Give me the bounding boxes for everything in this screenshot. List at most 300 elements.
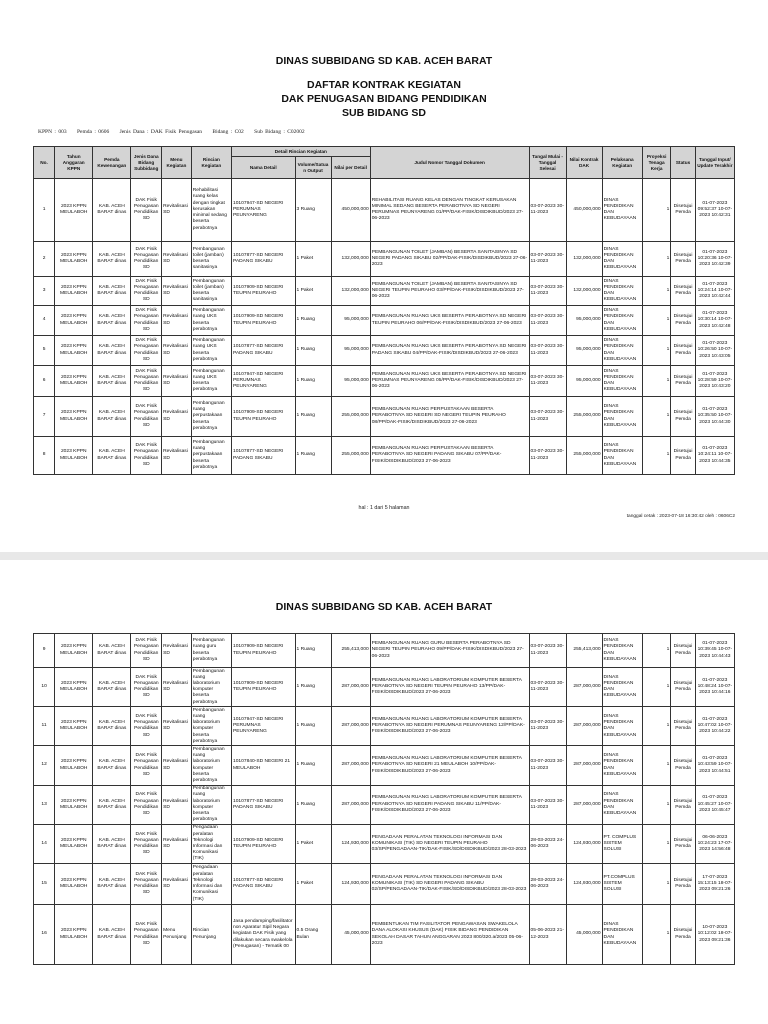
cell-tanggal-input: 10-07-2023 10:12:02 18-07-2023 09:21:36 [695, 905, 734, 965]
cell-nama-detail: Jasa pendamping/fasilitator non Aparatur Sipil Negara kegiatan DAK Fisik yang dilakukan secara swakelola (Penugasan) - Tematik 00 [231, 905, 295, 965]
cell-menu: Revitalisasi SD [162, 277, 192, 306]
cell-tahun: 2023 KPPN MEULABOH [55, 242, 93, 277]
cell-pelaksana: DINAS PENDIDIKAN DAN KEBUDAYAAN [602, 634, 642, 668]
cell-tanggal: 03-07-2023 30-11-2023 [529, 668, 566, 707]
cell-status: Disetujui Pemda [671, 242, 695, 277]
cell-status: Disetujui Pemda [671, 746, 695, 785]
cell-rincian: Pembangunan ruang UKS beserta perabotnya [191, 336, 231, 366]
cell-volume: 3 Ruang [295, 179, 331, 242]
cell-no: 2 [34, 242, 55, 277]
cell-menu: Menu Penunjang [162, 905, 192, 965]
cell-jenis-dana: DAK Fisik Penugasan Pendidikan SD [131, 336, 162, 366]
cell-no: 3 [34, 277, 55, 306]
cell-rincian: Pembangunan ruang UKS beserta perabotnya [191, 366, 231, 397]
cell-tanggal: 03-07-2023 30-11-2023 [529, 242, 566, 277]
cell-tanggal: 28-03-2023 24-06-2023 [529, 824, 566, 863]
cell-proyeksi: 1 [642, 707, 671, 746]
cell-volume: 1 Ruang [295, 366, 331, 397]
table-row [34, 824, 735, 863]
cell-tanggal-input: 01-07-2023 10:45:27 10-07-2023 10:45:47 [695, 785, 734, 824]
cell-tahun: 2023 KPPN MEULABOH [55, 277, 93, 306]
cell-nilai-kontrak: 255,413,000 [566, 634, 602, 668]
cell-pelaksana: DINAS PENDIDIKAN DAN KEBUDAYAAN [602, 242, 642, 277]
cell-no: 11 [34, 707, 55, 746]
cell-nilai-kontrak: 45,000,000 [566, 905, 602, 965]
cell-tanggal: 03-07-2023 30-11-2023 [529, 707, 566, 746]
col-no: No. [34, 147, 55, 179]
cell-status: Disetujui Pemda [671, 437, 695, 475]
cell-proyeksi: 1 [642, 336, 671, 366]
cell-pemda: KAB. ACEH BARAT dinas [93, 242, 131, 277]
cell-tanggal-input: 01-07-2023 10:35:50 10-07-2023 10:44:30 [695, 397, 734, 437]
cell-judul: PEMBENTUKAN TIM FASILITATOR PENGAWASAN SWAKELOLA DANA ALOKASI KHUSUS (DAK) FISIK BIDANG PENDIDIKAN SEKOLAH DASAR TAHUN ANGGARAN 2023 800/320.a/2023 05-06-2023 [370, 905, 529, 965]
cell-jenis-dana: DAK Fisik Penugasan Pendidikan SD [131, 707, 162, 746]
cell-tahun: 2023 KPPN MEULABOH [55, 634, 93, 668]
cell-nilai-per-detail: 45,000,000 [331, 905, 370, 965]
cell-pelaksana: DINAS PENDIDIKAN DAN KEBUDAYAAN [602, 785, 642, 824]
cell-tanggal: 05-06-2023 21-12-2023 [529, 905, 566, 965]
cell-tahun: 2023 KPPN MEULABOH [55, 824, 93, 863]
cell-tanggal: 28-03-2023 24-06-2023 [529, 864, 566, 905]
cell-nilai-kontrak: 95,000,000 [566, 366, 602, 397]
cell-tanggal-input: 06-06-2023 10:24:23 17-07-2023 14:56:48 [695, 824, 734, 863]
cell-volume: 1 Ruang [295, 336, 331, 366]
cell-pemda: KAB. ACEH BARAT dinas [93, 397, 131, 437]
col-jenis-dana: Jenis Dana Bidang Subbidang [131, 147, 162, 179]
cell-rincian: Pengadaan peralatan Teknologi Informasi dan Komunikasi (TIK) [191, 864, 231, 905]
cell-status: Disetujui Pemda [671, 905, 695, 965]
cell-volume: 1 Ruang [295, 746, 331, 785]
cell-menu: Revitalisasi SD [162, 668, 192, 707]
cell-jenis-dana: DAK Fisik Penugasan Pendidikan SD [131, 785, 162, 824]
report-meta [38, 129, 313, 135]
cell-tanggal: 03-07-2023 30-11-2023 [529, 179, 566, 242]
cell-nilai-per-detail: 132,000,000 [331, 277, 370, 306]
cell-judul: PEMBANGUNAN RUANG LABORATORIUM KOMPUTER BESERTA PERABOTNYA SD NEGERI 21 MEULABOH 10/PP/DAK-FISIK/DISDIKBUD/2023 27-06-2023 [370, 746, 529, 785]
cell-judul: PEMBANGUNAN RUANG UKS BESERTA PERABOTNYA SD NEGERI PERUMNAS PEUNYARENG 05/PP/DAK-FISIK/DISDIKBUD/2023 27-06-2023 [370, 366, 529, 397]
col-pelaksana: Pelaksana Kegiatan [602, 147, 642, 179]
cell-no: 5 [34, 336, 55, 366]
cell-nilai-kontrak: 450,000,000 [566, 179, 602, 242]
cell-pemda: KAB. ACEH BARAT dinas [93, 634, 131, 668]
table-row [34, 179, 735, 242]
cell-nilai-per-detail: 287,000,000 [331, 746, 370, 785]
table-header [34, 147, 735, 179]
cell-proyeksi: 1 [642, 905, 671, 965]
cell-tanggal-input: 01-07-2023 10:48:24 10-07-2023 10:44:16 [695, 668, 734, 707]
cell-tahun: 2023 KPPN MEULABOH [55, 668, 93, 707]
cell-status: Disetujui Pemda [671, 336, 695, 366]
cell-nilai-per-detail: 255,413,000 [331, 634, 370, 668]
cell-nama-detail: 10107909-SD NEGERI TEUPIN PEURAHO [231, 824, 295, 863]
cell-rincian: Rehabilitasi ruang kelas dengan tingkat kerusakan minimal sedang beserta perabotnya [191, 179, 231, 242]
cell-judul: PEMBANGUNAN RUANG LABORATORIUM KOMPUTER BESERTA PERABOTNYA SD NEGERI TEUPIN PEURAHO 13/PP/DAK-FISIK/DISDIKBUD/2023 27-06-2023 [370, 668, 529, 707]
cell-proyeksi: 1 [642, 746, 671, 785]
subtitle-line-2: DAK PENUGASAN BIDANG PENDIDIKAN [281, 93, 487, 105]
cell-volume: 0.5 Orang Bulan [295, 905, 331, 965]
cell-jenis-dana: DAK Fisik Penugasan Pendidikan SD [131, 366, 162, 397]
cell-tahun: 2023 KPPN MEULABOH [55, 336, 93, 366]
cell-nilai-per-detail: 124,930,000 [331, 824, 370, 863]
cell-rincian: Pembangunan ruang laboratorium komputer beserta perabotnya [191, 668, 231, 707]
cell-nama-detail: 10107877-SD NEGERI PADANG SIKABU [231, 785, 295, 824]
table-row [34, 864, 735, 905]
cell-pemda: KAB. ACEH BARAT dinas [93, 366, 131, 397]
cell-nama-detail: 10107909-SD NEGERI TEUPIN PEURAHO [231, 668, 295, 707]
cell-menu: Revitalisasi SD [162, 366, 192, 397]
cell-volume: 1 Paket [295, 242, 331, 277]
cell-status: Disetujui Pemda [671, 824, 695, 863]
cell-pemda: KAB. ACEH BARAT dinas [93, 179, 131, 242]
cell-proyeksi: 1 [642, 306, 671, 336]
cell-tahun: 2023 KPPN MEULABOH [55, 366, 93, 397]
cell-judul: PENGADAAN PERALATAN TEKNOLOGI INFORMASI DAN KOMUNIKASI (TIK) SD NEGERI TEUPIN PEURAHO 03/SP/PENGADAAN-TIK/DAK-FISIK/SD/DISDIKBUD/2023 28-03-2023 [370, 824, 529, 863]
cell-no: 8 [34, 437, 55, 475]
cell-nilai-per-detail: 132,000,000 [331, 242, 370, 277]
cell-no: 13 [34, 785, 55, 824]
table-body [34, 179, 735, 475]
cell-rincian: Pembangunan ruang laboratorium komputer beserta perabotnya [191, 746, 231, 785]
cell-jenis-dana: DAK Fisik Penugasan Pendidikan SD [131, 179, 162, 242]
col-menu: Menu Kegiatan [162, 147, 192, 179]
cell-nilai-per-detail: 450,000,000 [331, 179, 370, 242]
cell-status: Disetujui Pemda [671, 306, 695, 336]
cell-judul: PEMBANGUNAN RUANG LABORATORIUM KOMPUTER BESERTA PERABOTNYA SD NEGERI PADANG SIKABU 11/PP/DAK-FISIK/DISDIKBUD/2023 27-06-2023 [370, 785, 529, 824]
cell-pemda: KAB. ACEH BARAT dinas [93, 277, 131, 306]
cell-nilai-per-detail: 287,000,000 [331, 668, 370, 707]
cell-proyeksi: 1 [642, 277, 671, 306]
cell-judul: PEMBANGUNAN RUANG UKS BESERTA PERABOTNYA SD NEGERI TEUPIN PEURAHO 06/PP/DAK-FISIK/DISDIKBUD/2023 27-06-2023 [370, 306, 529, 336]
page-info: hal : 1 dari 5 halaman [358, 505, 410, 511]
cell-nama-detail: 10107877-SD NEGERI PADANG SIKABU [231, 437, 295, 475]
cell-jenis-dana: DAK Fisik Penugasan Pendidikan SD [131, 437, 162, 475]
cell-tahun: 2023 KPPN MEULABOH [55, 905, 93, 965]
cell-proyeksi: 1 [642, 397, 671, 437]
cell-volume: 1 Ruang [295, 437, 331, 475]
table-row [34, 306, 735, 336]
cell-nilai-kontrak: 124,930,000 [566, 824, 602, 863]
cell-rincian: Pembangunan ruang laboratorium komputer beserta perabotnya [191, 707, 231, 746]
cell-nama-detail: 10107840-SD NEGERI 21 MEULABOH [231, 746, 295, 785]
table-body [34, 634, 735, 965]
cell-nilai-kontrak: 287,000,000 [566, 785, 602, 824]
meta-bidang: Bidang : C02 [212, 129, 244, 135]
cell-proyeksi: 1 [642, 785, 671, 824]
table-row [34, 437, 735, 475]
meta-kppn: KPPN : 003 [38, 129, 67, 135]
cell-tanggal: 03-07-2023 30-11-2023 [529, 437, 566, 475]
cell-nama-detail: 10107947-SD NEGERI PERUMNAS PEUNYARENG [231, 366, 295, 397]
cell-nilai-kontrak: 287,000,000 [566, 746, 602, 785]
cell-no: 12 [34, 746, 55, 785]
cell-nilai-kontrak: 132,000,000 [566, 277, 602, 306]
cell-volume: 1 Ruang [295, 634, 331, 668]
cell-nilai-kontrak: 287,000,000 [566, 668, 602, 707]
meta-pemda: Pemda : 0606 [76, 129, 110, 135]
cell-menu: Revitalisasi SD [162, 634, 192, 668]
table-row [34, 366, 735, 397]
cell-pelaksana: DINAS PENDIDIKAN DAN KEBUDAYAAN [602, 746, 642, 785]
cell-tahun: 2023 KPPN MEULABOH [55, 785, 93, 824]
cell-pelaksana: DINAS PENDIDIKAN DAN KEBUDAYAAN [602, 179, 642, 242]
cell-nama-detail: 10107909-SD NEGERI TEUPIN PEURAHO [231, 397, 295, 437]
cell-no: 16 [34, 905, 55, 965]
cell-status: Disetujui Pemda [671, 277, 695, 306]
cell-tanggal-input: 01-07-2023 10:20:36 10-07-2023 10:42:39 [695, 242, 734, 277]
cell-pelaksana: DINAS PENDIDIKAN DAN KEBUDAYAAN [602, 668, 642, 707]
cell-tanggal-input: 01-07-2023 10:30:14 10-07-2023 10:42:48 [695, 306, 734, 336]
cell-judul: PEMBANGUNAN RUANG PERPUSTAKAAN BESERTA PERABOTNYA SD NEGERI SD NEGERI TEUPIN PEURAHO 08/PP/DAK-FISIK/DISDIKBUD/2023 27-06-2023 [370, 397, 529, 437]
cell-pemda: KAB. ACEH BARAT dinas [93, 707, 131, 746]
cell-tanggal: 03-07-2023 30-11-2023 [529, 785, 566, 824]
cell-status: Disetujui Pemda [671, 634, 695, 668]
cell-pelaksana: DINAS PENDIDIKAN DAN KEBUDAYAAN [602, 306, 642, 336]
cell-nama-detail: 10107947-SD NEGERI PERUMNAS PEUNYARENG [231, 707, 295, 746]
cell-tahun: 2023 KPPN MEULABOH [55, 864, 93, 905]
cell-proyeksi: 1 [642, 366, 671, 397]
cell-menu: Revitalisasi SD [162, 242, 192, 277]
col-status: Status [671, 147, 695, 179]
cell-volume: 1 Ruang [295, 785, 331, 824]
cell-menu: Revitalisasi SD [162, 707, 192, 746]
cell-nama-detail: 10107909-SD NEGERI TEUPIN PEURAHO [231, 306, 295, 336]
cell-judul: PEMBANGUNAN RUANG GURU BESERTA PERABOTNYA SD NEGERI TEUPIN PEURAHO 09/PP/DAK-FISIK/DISDIKBUD/2023 27-06-2023 [370, 634, 529, 668]
cell-jenis-dana: DAK Fisik Penugasan Pendidikan SD [131, 668, 162, 707]
cell-pemda: KAB. ACEH BARAT dinas [93, 824, 131, 863]
cell-no: 4 [34, 306, 55, 336]
cell-nilai-per-detail: 95,000,000 [331, 306, 370, 336]
cell-proyeksi: 1 [642, 824, 671, 863]
cell-pemda: KAB. ACEH BARAT dinas [93, 668, 131, 707]
cell-nilai-kontrak: 255,000,000 [566, 437, 602, 475]
cell-tahun: 2023 KPPN MEULABOH [55, 306, 93, 336]
cell-pelaksana: PT. COMPLUS SISTEM SOLUSI [602, 824, 642, 863]
cell-tanggal: 03-07-2023 30-11-2023 [529, 277, 566, 306]
cell-jenis-dana: DAK Fisik Penugasan Pendidikan SD [131, 242, 162, 277]
cell-proyeksi: 1 [642, 864, 671, 905]
cell-volume: 1 Ruang [295, 306, 331, 336]
cell-judul: PENGADAAN PERALATAN TEKNOLOGI INFORMASI DAN KOMUNIKASI (TIK) SD NEGERI PADANG SIKABU 02/SP/PENGADAAN-TIK/DAK-FISIK/SD/DISDIKBUD/2023 28-03-2023 [370, 864, 529, 905]
cell-judul: PEMBANGUNAN RUANG LABORATORIUM KOMPUTER BESERTA PERABOTNYA SD NEGERI PERUMNAS PEUNYARENG 12/PP/DAK-FISIK/DISDIKBUD/2023 27-06-2023 [370, 707, 529, 746]
cell-rincian: Pembangunan ruang laboratorium komputer beserta perabotnya [191, 785, 231, 824]
cell-nilai-kontrak: 95,000,000 [566, 336, 602, 366]
cell-menu: Revitalisasi SD [162, 397, 192, 437]
print-info: tanggal cetak : 2023-07-18 16:30:42 oleh : 0606C2 [626, 514, 735, 519]
cell-status: Disetujui Pemda [671, 366, 695, 397]
cell-nama-detail: 10107877-SD NEGERI PADANG SIKABU [231, 336, 295, 366]
cell-proyeksi: 1 [642, 634, 671, 668]
cell-judul: REHABILITASI RUANG KELAS DENGAN TINGKAT KERUSAKAN MINIMAL SEDANG BESERTA PERABOTNYA SD NEGERI PERUMNAS PEUNYARENG 01/PP/DAK-FISIK/DISDIKBUD/2023 27-06-2023 [370, 179, 529, 242]
cell-nama-detail: 10107877-SD NEGERI PADANG SIKABU [231, 864, 295, 905]
cell-proyeksi: 1 [642, 668, 671, 707]
cell-rincian: Pembangunan ruang perpustakaan beserta perabotnya [191, 437, 231, 475]
cell-tanggal-input: 01-07-2023 10:26:50 10-07-2023 10:43:05 [695, 336, 734, 366]
cell-pemda: KAB. ACEH BARAT dinas [93, 336, 131, 366]
cell-menu: Revitalisasi SD [162, 336, 192, 366]
subtitle-line-3: SUB BIDANG SD [341, 107, 426, 119]
table-row [34, 746, 735, 785]
cell-jenis-dana: DAK Fisik Penugasan Pendidikan SD [131, 306, 162, 336]
cell-jenis-dana: DAK Fisik Penugasan Pendidikan SD [131, 277, 162, 306]
cell-rincian: Pembangunan ruang perpustakaan beserta perabotnya [191, 397, 231, 437]
report-subtitle [0, 78, 768, 120]
cell-jenis-dana: DAK Fisik Penugasan Pendidikan SD [131, 397, 162, 437]
cell-volume: 1 Ruang [295, 707, 331, 746]
cell-pelaksana: PT.COMPLUS SISTEM SOLUSI [602, 864, 642, 905]
cell-tahun: 2023 KPPN MEULABOH [55, 746, 93, 785]
cell-tanggal: 03-07-2023 30-11-2023 [529, 634, 566, 668]
col-nilai-per-detail: Nilai per Detail [331, 157, 370, 179]
cell-nilai-kontrak: 255,000,000 [566, 397, 602, 437]
cell-nilai-per-detail: 287,000,000 [331, 785, 370, 824]
cell-pemda: KAB. ACEH BARAT dinas [93, 437, 131, 475]
col-pemda: Pemda Kewenangan [93, 147, 131, 179]
cell-judul: PEMBANGUNAN TOILET (JAMBAN) BESERTA SANITASINYA SD NEGERI TEUPIN PEURAHO 03/PP/DAK-FISIK/DISDIKBUD/2023 27-06-2023 [370, 277, 529, 306]
cell-tahun: 2023 KPPN MEULABOH [55, 179, 93, 242]
cell-judul: PEMBANGUNAN RUANG UKS BESERTA PERABOTNYA SD NEGERI PADANG SIKABU 04/PP/DAK-FISIK/DISDIKBUD/2023 27-06-2023 [370, 336, 529, 366]
table-row [34, 707, 735, 746]
table-row [34, 668, 735, 707]
cell-tanggal: 03-07-2023 30-11-2023 [529, 306, 566, 336]
cell-nilai-per-detail: 95,000,000 [331, 366, 370, 397]
cell-pelaksana: DINAS PENDIDIKAN DAN KEBUDAYAAN [602, 437, 642, 475]
cell-nilai-kontrak: 95,000,000 [566, 306, 602, 336]
meta-jenis-dana: Jenis Dana : DAK Fisik Penugasan [119, 129, 203, 135]
cell-pemda: KAB. ACEH BARAT dinas [93, 785, 131, 824]
cell-tanggal: 03-07-2023 30-11-2023 [529, 397, 566, 437]
col-judul: Judul Nomor Tanggal Dokumen [370, 147, 529, 179]
table-row [34, 336, 735, 366]
cell-status: Disetujui Pemda [671, 668, 695, 707]
col-tahun: Tahun Anggaran KPPN [55, 147, 93, 179]
cell-nilai-per-detail: 95,000,000 [331, 336, 370, 366]
cell-nilai-kontrak: 124,930,000 [566, 864, 602, 905]
col-nilai-kontrak: Nilai Kontrak DAK [566, 147, 602, 179]
cell-jenis-dana: DAK Fisik Penugasan Pendidikan SD [131, 746, 162, 785]
cell-menu: Revitalisasi SD [162, 864, 192, 905]
cell-pelaksana: DINAS PENDIDIKAN DAN KEBUDAYAAN [602, 905, 642, 965]
cell-jenis-dana: DAK Fisik Penugasan Pendidikan SD [131, 634, 162, 668]
cell-tanggal-input: 01-07-2023 10:24:11 10-07-2023 10:44:35 [695, 437, 734, 475]
meta-sub-bidang: Sub Bidang : C02002 [254, 129, 305, 135]
table-row [34, 242, 735, 277]
cell-proyeksi: 1 [642, 179, 671, 242]
table-row [34, 785, 735, 824]
cell-nilai-kontrak: 287,000,000 [566, 707, 602, 746]
table-row [34, 397, 735, 437]
cell-nama-detail: 10107877-SD NEGERI PADANG SIKABU [231, 242, 295, 277]
page-2-title: DINAS SUBBIDANG SD KAB. ACEH BARAT [275, 601, 493, 613]
cell-rincian: Pengadaan peralatan Teknologi Informasi dan Komunikasi (TIK) [191, 824, 231, 863]
cell-tanggal-input: 01-07-2023 10:39:45 10-07-2023 10:44:43 [695, 634, 734, 668]
cell-nilai-per-detail: 255,000,000 [331, 437, 370, 475]
cell-no: 7 [34, 397, 55, 437]
cell-menu: Revitalisasi SD [162, 824, 192, 863]
cell-nama-detail: 10107909-SD NEGERI TEUPIN PEURAHO [231, 634, 295, 668]
cell-rincian: Pembangunan ruang guru beserta perabotnya [191, 634, 231, 668]
cell-pelaksana: DINAS PENDIDIKAN DAN KEBUDAYAAN [602, 277, 642, 306]
report-title: DINAS SUBBIDANG SD KAB. ACEH BARAT [275, 55, 493, 67]
cell-rincian: Pembangunan ruang UKS beserta perabotnya [191, 306, 231, 336]
cell-nama-detail: 10107947-SD NEGERI PERUMNAS PEUNYARENG [231, 179, 295, 242]
cell-jenis-dana: DAK Fisik Penugasan Pendidikan SD [131, 864, 162, 905]
cell-tahun: 2023 KPPN MEULABOH [55, 397, 93, 437]
cell-tanggal-input: 01-07-2023 10:43:59 10-07-2023 10:44:51 [695, 746, 734, 785]
cell-judul: PEMBANGUNAN RUANG PERPUSTAKAAN BESERTA PERABOTNYA SD NEGERI PADANG SIKABU 07/PP/DAK-FISIK/DISDIKBUD/2023 27-06-2023 [370, 437, 529, 475]
cell-tanggal-input: 01-07-2023 09:52:37 10-07-2023 10:42:31 [695, 179, 734, 242]
cell-no: 15 [34, 864, 55, 905]
cell-jenis-dana: DAK Fisik Penugasan Pendidikan SD [131, 905, 162, 965]
cell-nama-detail: 10107909-SD NEGERI TEUPIN PEURAHO [231, 277, 295, 306]
cell-nilai-per-detail: 124,930,000 [331, 864, 370, 905]
cell-status: Disetujui Pemda [671, 179, 695, 242]
cell-menu: Revitalisasi SD [162, 437, 192, 475]
col-rincian: Rincian Kegiatan [191, 147, 231, 179]
cell-proyeksi: 1 [642, 242, 671, 277]
cell-status: Disetujui Pemda [671, 397, 695, 437]
contract-table-page-2 [33, 633, 735, 965]
cell-rincian: Pembangunan toilet (jamban) beserta sanitasinya [191, 242, 231, 277]
col-nama-detail: Nama Detail [231, 157, 295, 179]
col-proyeksi: Proyeksi Tenaga Kerja [642, 147, 671, 179]
cell-no: 14 [34, 824, 55, 863]
cell-tanggal: 03-07-2023 30-11-2023 [529, 336, 566, 366]
cell-menu: Revitalisasi SD [162, 746, 192, 785]
cell-pelaksana: DINAS PENDIDIKAN DAN KEBUDAYAAN [602, 397, 642, 437]
table-row [34, 277, 735, 306]
cell-pemda: KAB. ACEH BARAT dinas [93, 306, 131, 336]
cell-menu: Revitalisasi SD [162, 179, 192, 242]
cell-no: 9 [34, 634, 55, 668]
cell-nilai-per-detail: 255,000,000 [331, 397, 370, 437]
col-detail-group: Detail Rincian Kegiatan [231, 147, 370, 157]
cell-volume: 1 Ruang [295, 397, 331, 437]
cell-tanggal-input: 01-07-2023 10:28:59 10-07-2023 10:43:20 [695, 366, 734, 397]
col-tanggal: Tangal Mulai - Tanggal Selesai [529, 147, 566, 179]
cell-judul: PEMBANGUNAN TOILET (JAMBAN) BESERTA SANITASINYA SD NEGERI PADANG SIKABU 02/PP/DAK-FISIK/DISDIKBUD/2023 27-06-2023 [370, 242, 529, 277]
cell-pemda: KAB. ACEH BARAT dinas [93, 746, 131, 785]
cell-menu: Revitalisasi SD [162, 306, 192, 336]
cell-tanggal-input: 01-07-2023 10:47:02 10-07-2023 10:44:22 [695, 707, 734, 746]
table-row [34, 634, 735, 668]
cell-volume: 1 Paket [295, 864, 331, 905]
cell-no: 10 [34, 668, 55, 707]
table-row [34, 905, 735, 965]
cell-no: 6 [34, 366, 55, 397]
cell-nilai-per-detail: 287,000,000 [331, 707, 370, 746]
cell-pelaksana: DINAS PENDIDIKAN DAN KEBUDAYAAN [602, 366, 642, 397]
cell-pemda: KAB. ACEH BARAT dinas [93, 905, 131, 965]
cell-status: Disetujui Pemda [671, 785, 695, 824]
cell-tanggal: 03-07-2023 30-11-2023 [529, 366, 566, 397]
cell-jenis-dana: DAK Fisik Penugasan Pendidikan SD [131, 824, 162, 863]
cell-volume: 1 Ruang [295, 668, 331, 707]
cell-volume: 1 Paket [295, 277, 331, 306]
cell-status: Disetujui Pemda [671, 707, 695, 746]
cell-nilai-kontrak: 132,000,000 [566, 242, 602, 277]
cell-status: Disetujui Pemda [671, 864, 695, 905]
cell-tahun: 2023 KPPN MEULABOH [55, 707, 93, 746]
cell-pelaksana: DINAS PENDIDIKAN DAN KEBUDAYAAN [602, 336, 642, 366]
cell-pelaksana: DINAS PENDIDIKAN DAN KEBUDAYAAN [602, 707, 642, 746]
cell-rincian: Rincian Penunjang [191, 905, 231, 965]
cell-no: 1 [34, 179, 55, 242]
cell-proyeksi: 1 [642, 437, 671, 475]
cell-pemda: KAB. ACEH BARAT dinas [93, 864, 131, 905]
contract-table-page-1 [33, 146, 735, 475]
cell-rincian: Pembangunan toilet (jamban) beserta sanitasinya [191, 277, 231, 306]
col-volume: Volume/Satuan Output [295, 157, 331, 179]
